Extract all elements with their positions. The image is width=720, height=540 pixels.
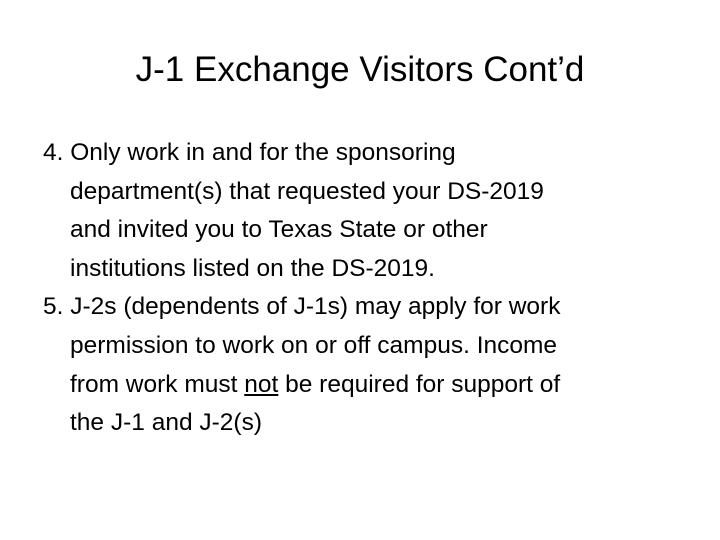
list-item-4-line-4: institutions listed on the DS-2019. xyxy=(70,254,435,282)
underlined-not: not xyxy=(244,370,279,398)
list-item-4-line-2: department(s) that requested your DS-2019 xyxy=(70,177,544,205)
slide-body xyxy=(43,134,693,443)
list-item-5-line-2: permission to work on or off campus. Income xyxy=(70,331,558,359)
list-item-5-line-3-after: be required for support of xyxy=(278,370,561,398)
list-item-4 xyxy=(43,134,693,288)
list-item-5-line-1: 5. J-2s (dependents of J-1s) may apply for work xyxy=(43,293,561,321)
list-item-5-line-3 xyxy=(43,366,693,405)
list-item-4-line-1: 4. Only work in and for the sponsoring xyxy=(43,139,456,166)
list-item-4-line-3: and invited you to Texas State or other xyxy=(70,216,488,244)
list-item-5-line-4: the J-1 and J-2(s) xyxy=(70,409,262,437)
slide-title: J-1 Exchange Visitors Cont’d xyxy=(135,50,585,89)
list-item-5 xyxy=(43,288,693,442)
list-item-5-line-3-before: from work must xyxy=(70,370,245,398)
